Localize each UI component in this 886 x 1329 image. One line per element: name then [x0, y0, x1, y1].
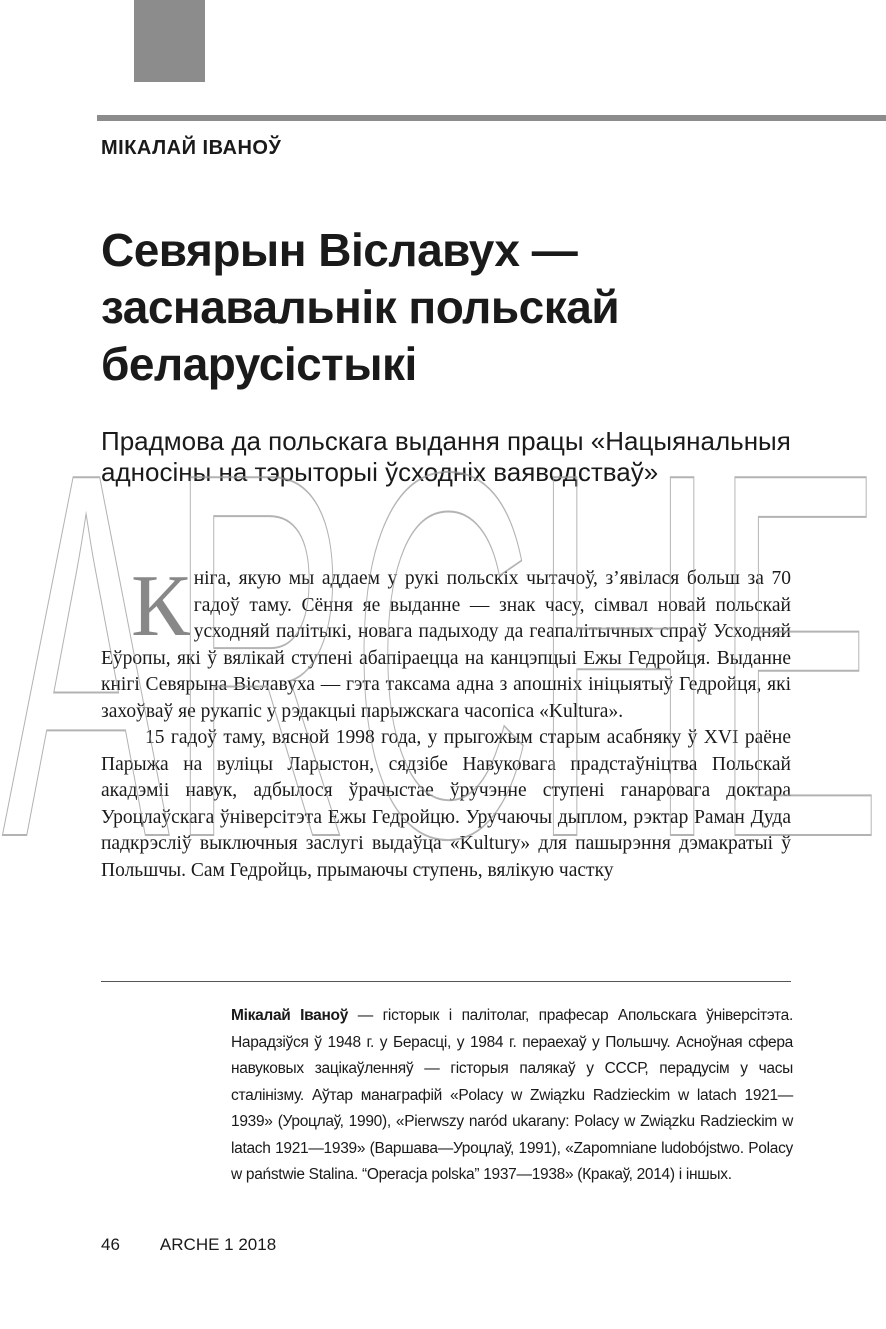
- page-number: 46: [101, 1235, 120, 1254]
- journal-issue: ARCHE 1 2018: [159, 1235, 277, 1254]
- bio-text: — гісторык і палітолаг, прафесар Апольскага ўніверсітэта. Нарадзіўся ў 1948 г. у Берасці, у 1984 г. пераехаў у Польшчу. Асноўная сфера навуковых зацікаўленняў — гісторыя палякаў у СССР, перадусім у часы сталінізму. Аўтар манаграфій «Polacy w Związku Radzieckim w latach 1921—1939» (Уроцлаў, 1990), «Pierwszy naród ukarany: Polacy w Związku Radzieckim w latach 1921—1939» (Варшава—Уроцлаў, 1991), «Zapomniane ludobójstwo. Polacy w państwie Stalina. “Operacja polska” 1937—1938» (Кракаў, 2014) і іншых.: [231, 1007, 793, 1183]
- author-bio: [231, 1003, 793, 1189]
- drop-cap: К: [131, 558, 190, 655]
- page-footer: [101, 1235, 276, 1255]
- footnote-rule: [101, 981, 791, 982]
- watermark-text: ARCHE: [2, 420, 882, 920]
- author-name: МІКАЛАЙ ІВАНОЎ: [101, 137, 282, 159]
- bio-name: Мікалай Іваноў: [231, 1007, 349, 1024]
- paragraph-1: [101, 558, 791, 725]
- article-title: Севярын Віславух — заснавальнік польскай беларусістыкі: [101, 224, 620, 390]
- article-subtitle: Прадмова да польскага выдання працы «Нацыянальныя адносіны на тэрыторыі ўсходніх ваяводстваў»: [101, 426, 791, 487]
- paragraph-2: 15 гадоў таму, вясной 1998 года, у прыгожым старым асабняку ў XVI раёне Парыжа на вуліцы Ларыстон, сядзібе Навуковага прадстаўніцтва Польскай акадэміі навук, адбылося ўрачыстае ўручэнне ступені ганаровага доктара Уроцлаўскага ўніверсітэта Ежы Гедройцю. Уручаючы дыплом, рэктар Раман Дуда падкрэсліў выключныя заслугі выдаўца «Kultury» для пашырэння дэмакратыі ў Польшчы. Сам Гедройць, прымаючы ступень, вялікую частку: [101, 727, 791, 881]
- corner-block: [134, 0, 205, 82]
- top-rule: [97, 115, 886, 121]
- paragraph-1-text: ніга, якую мы аддаем у рукі польскіх чытачоў, з’явілася больш за 70 гадоў таму. Сёння яе выданне — знак часу, сімвал новай польскай усходняй палітыкі, новага падыходу да геапалітычных спраў Усходняй Еўропы, які ў вялікай ступені абапіраецца на канцэпцыі Ежы Гедройця. Выданне кнігі Севярына Віславуха — гэта таксама адна з апошніх ініцыятыў Гедройця, які захоўваў яе рукапіс у рэдакцыі парыжскага часопіса «Kultura».: [101, 568, 791, 722]
